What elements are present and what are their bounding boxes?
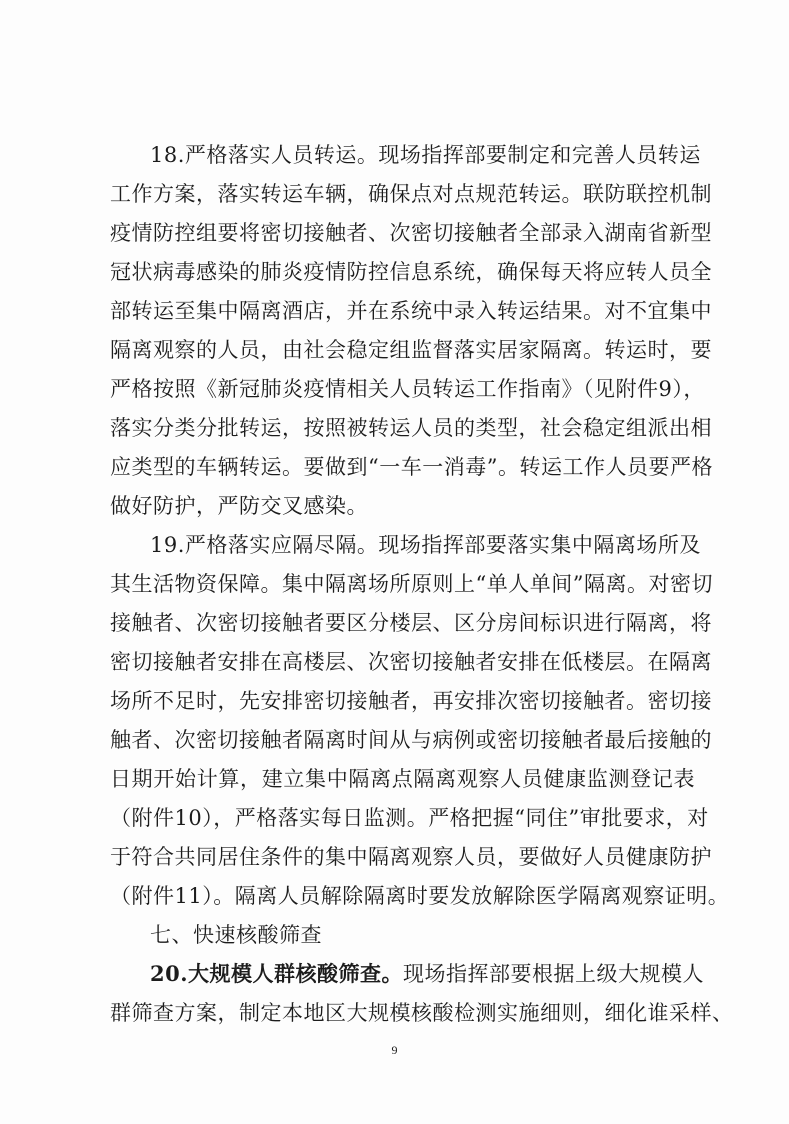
paragraph-19-line-6: 触者、次密切接触者隔离时间从与病例或密切接触者最后接触的 — [110, 728, 712, 752]
paragraph-18-line-5: 部转运至集中隔离酒店，并在系统中录入转运结果。对不宜集中 — [110, 299, 712, 323]
paragraph-19-line-4: 密切接触者安排在高楼层、次密切接触者安排在低楼层。在隔离 — [110, 650, 712, 674]
paragraph-19-line-8: （附件10），严格落实每日监测。严格把握“同住”审批要求，对 — [110, 806, 709, 830]
paragraph-18-line-9: 应类型的车辆转运。要做到“一车一消毒”。转运工作人员要严格 — [110, 455, 713, 479]
paragraph-18-line-4: 冠状病毒感染的肺炎疫情防控信息系统，确保每天将应转人员全 — [110, 260, 712, 284]
section-heading: 七、快速核酸筛查 — [150, 923, 322, 947]
paragraph-19-line-7: 日期开始计算，建立集中隔离点隔离观察人员健康监测登记表 — [110, 767, 695, 791]
paragraph-19-line-10: （附件11）。隔离人员解除隔离时要发放解除医学隔离观察证明。 — [110, 884, 730, 908]
paragraph-18-line-8: 落实分类分批转运，按照被转运人员的类型，社会稳定组派出相 — [110, 416, 712, 440]
paragraph-20-line-2: 群筛查方案，制定本地区大规模核酸检测实施细则，细化谁采样、 — [110, 1001, 734, 1025]
paragraph-18-line-2: 工作方案，落实转运车辆，确保点对点规范转运。联防联控机制 — [110, 182, 712, 206]
paragraph-19-line-9: 于符合共同居住条件的集中隔离观察人员，要做好人员健康防护 — [110, 845, 712, 869]
paragraph-18-line-1: 18.严格落实人员转运。现场指挥部要制定和完善人员转运 — [150, 143, 701, 167]
paragraph-18-line-6: 隔离观察的人员，由社会稳定组监督落实居家隔离。转运时，要 — [110, 338, 712, 362]
paragraph-20-line-1 — [150, 959, 705, 989]
paragraph-18-line-10: 做好防护，严防交叉感染。 — [110, 494, 368, 518]
paragraph-20-line-1-rest: 现场指挥部要根据上级大规模人 — [403, 962, 705, 986]
paragraph-19-line-1: 19.严格落实应隔尽隔。现场指挥部要落实集中隔离场所及 — [150, 533, 701, 557]
paragraph-18-line-3: 疫情防控组要将密切接触者、次密切接触者全部录入湖南省新型 — [110, 221, 712, 245]
paragraph-19-line-2: 其生活物资保障。集中隔离场所原则上“单人单间”隔离。对密切 — [110, 572, 713, 596]
paragraph-20-line-1-lead: 20.大规模人群核酸筛查。 — [150, 961, 404, 986]
paragraph-18-line-7: 严格按照《新冠肺炎疫情相关人员转运工作指南》（见附件9）， — [110, 377, 705, 401]
paragraph-19-line-5: 场所不足时，先安排密切接触者，再安排次密切接触者。密切接 — [110, 689, 712, 713]
paragraph-19-line-3: 接触者、次密切接触者要区分楼层、区分房间标识进行隔离，将 — [110, 611, 712, 635]
page-number: 9 — [391, 1043, 398, 1057]
